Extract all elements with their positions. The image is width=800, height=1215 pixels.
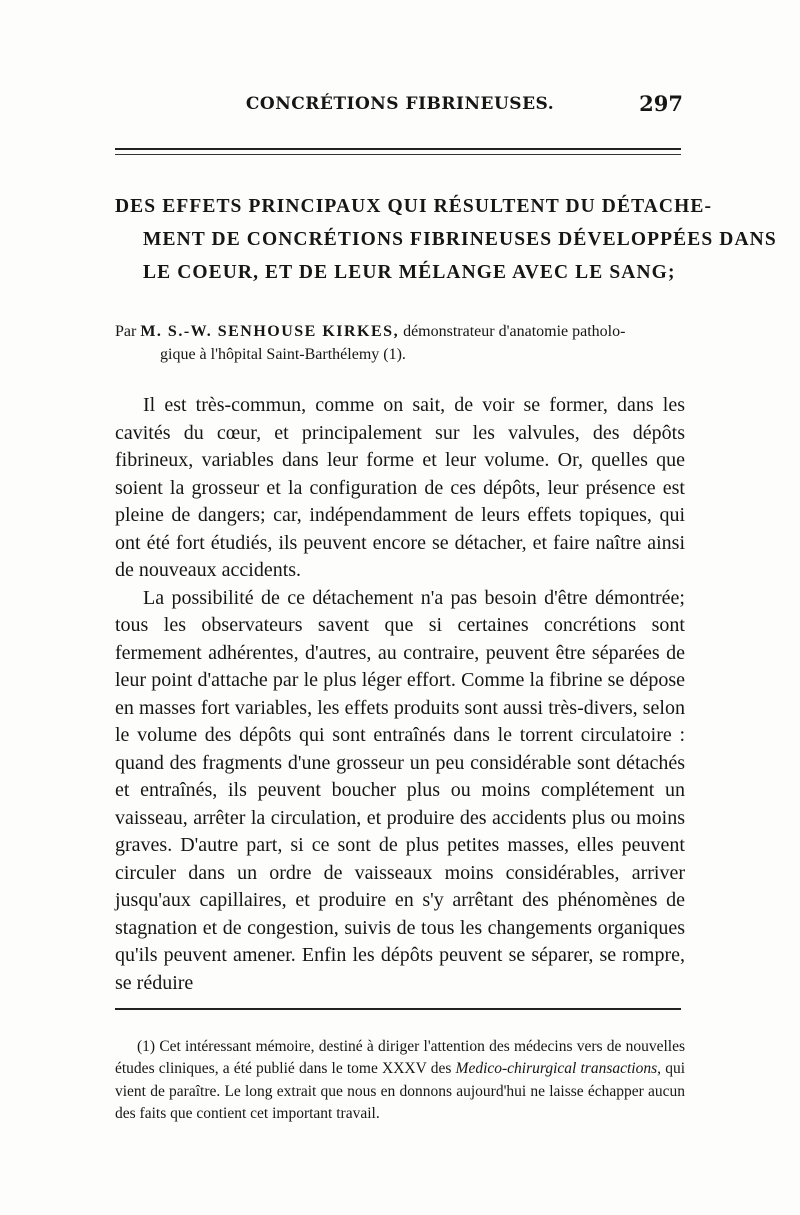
title-line-2: MENT DE CONCRÉTIONS FIBRINEUSES DÉVELOPPÉES DANS bbox=[143, 229, 777, 250]
title-line-1: DES EFFETS PRINCIPAUX QUI RÉSULTENT DU DÉTACHE- bbox=[115, 196, 713, 217]
byline-author: M. S.-W. SENHOUSE KIRKES, bbox=[140, 323, 400, 340]
running-head bbox=[115, 91, 685, 124]
byline-role: démonstrateur d'anatomie patholo- bbox=[403, 323, 626, 340]
body-text bbox=[115, 392, 685, 997]
footnote bbox=[115, 1036, 685, 1125]
running-title: CONCRÉTIONS FIBRINEUSES. bbox=[245, 94, 555, 114]
byline-role-continued: gique à l'hôpital Saint-Barthélemy (1). bbox=[160, 346, 406, 363]
header-double-rule bbox=[115, 148, 681, 155]
byline bbox=[115, 320, 705, 366]
paragraph-1: Il est très-commun, comme on sait, de voir se former, dans les cavités du cœur, et principalement sur les valvules, des dépôts fibrineux, variables dans leur forme et leur volume. Or, quelles que soient la grosseur et la configuration de ces dépôts, leur présence est pleine de dangers; car, indépendamment de leurs effets topiques, qui ont été fort étudiés, ils peuvent encore se détacher, et faire naître ainsi de nouveaux accidents. bbox=[115, 394, 685, 581]
article-title bbox=[115, 190, 777, 289]
footnote-marker: (1) bbox=[137, 1038, 156, 1055]
paragraph-2: La possibilité de ce détachement n'a pas besoin d'être démontrée; tous les observateurs savent que si certaines concrétions sont fermement adhérentes, d'autres, au contraire, peuvent être séparées de leur point d'attache par le plus léger effort. Comme la fibrine se dépose en masses fort variables, les effets produits sont aussi très-divers, selon le volume des dépôts qui sont entraînés dans le torrent circulatoire : quand des fragments d'une grosseur un peu considérable sont détachés et entraînés, ils peuvent boucher plus ou moins complétement un vaisseau, arrêter la circulation, et produire des accidents plus ou moins graves. D'autre part, si ce sont de plus petites masses, elles peuvent circuler dans un ordre de vaisseaux moins considérables, arriver jusqu'aux capillaires, et produire en s'y arrêtant des phénomènes de stagnation et de congestion, suivis de tous les changements organiques qu'ils peuvent amener. Enfin les dépôts peuvent se séparer, se rompre, se réduire bbox=[115, 586, 685, 994]
title-line-3: LE COEUR, ET DE LEUR MÉLANGE AVEC LE SANG; bbox=[143, 262, 676, 283]
page-number: 297 bbox=[639, 91, 683, 116]
footnote-journal-title: Medico-chirurgical transactions bbox=[455, 1060, 658, 1078]
footnote-text-before: Cet intéressant mémoire, destiné à diriger l'attention des médecins vers de nouvelles études cliniques, a été publié dans le tome XXXV des bbox=[115, 1038, 686, 1078]
byline-prefix: Par bbox=[115, 323, 137, 340]
footnote-rule bbox=[115, 1008, 681, 1010]
footnote-text-after: , qui vient de paraître. Le long extrait que nous en donnons aujourd'hui ne laisse échapper aucun des faits que contient cet important travail. bbox=[115, 1060, 686, 1122]
